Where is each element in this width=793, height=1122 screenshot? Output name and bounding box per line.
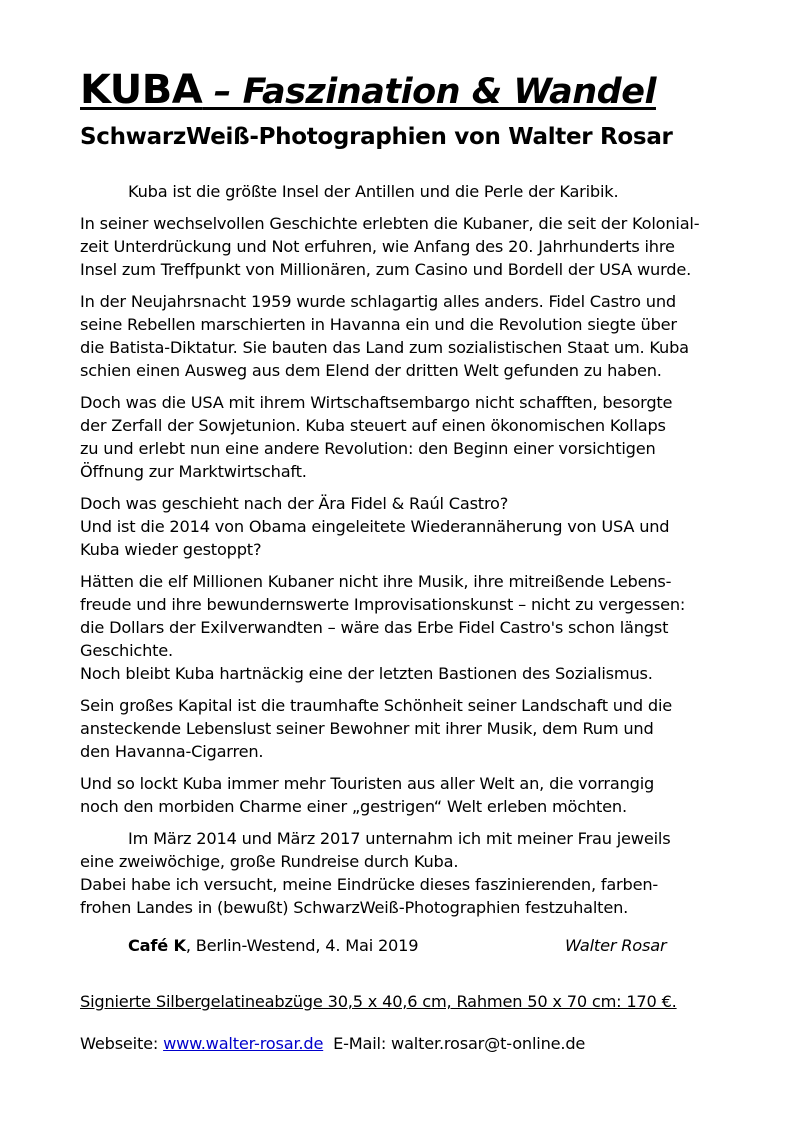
paragraph	[80, 212, 720, 281]
price-info: Signierte Silbergelatineabzüge 30,5 x 40,6 cm, Rahmen 50 x 70 cm: 170 €.	[80, 992, 677, 1011]
text-line: schien einen Ausweg aus dem Elend der dritten Welt gefunden zu haben.	[80, 361, 662, 380]
text-line: freude und ihre bewundernswerte Improvisationskunst – nicht zu vergessen:	[80, 595, 686, 614]
text-line: Geschichte.	[80, 641, 174, 660]
text-line: die Dollars der Exilverwandten – wäre das Erbe Fidel Castro's schon längst	[80, 618, 669, 637]
text-line: Kuba wieder gestoppt?	[80, 540, 262, 559]
text-line: die Batista-Diktatur. Sie bauten das Land zum sozialistischen Staat um. Kuba	[80, 338, 689, 357]
website-label: Webseite:	[80, 1034, 164, 1053]
text-line: Kuba ist die größte Insel der Antillen und die Perle der Karibik.	[128, 182, 619, 201]
text-line: ansteckende Lebenslust seiner Bewohner mit ihrer Musik, dem Rum und	[80, 719, 654, 738]
text-line: zeit Unterdrückung und Not erfuhren, wie Anfang des 20. Jahrhunderts ihre	[80, 237, 675, 256]
text-line: Noch bleibt Kuba hartnäckig eine der letzten Bastionen des Sozialismus.	[80, 664, 653, 683]
text-line: Hätten die elf Millionen Kubaner nicht ihre Musik, ihre mitreißende Lebens-	[80, 572, 672, 591]
text-line: Doch was die USA mit ihrem Wirtschaftsembargo nicht schafften, besorgte	[80, 393, 673, 412]
text-line: Und ist die 2014 von Obama eingeleitete Wiederannäherung von USA und	[80, 517, 670, 536]
body-text	[80, 180, 720, 928]
text-line: Doch was geschieht nach der Ära Fidel & Raúl Castro?	[80, 494, 509, 513]
email-label: E-Mail:	[323, 1034, 392, 1053]
text-line: Sein großes Kapital ist die traumhafte Schönheit seiner Landschaft und die	[80, 696, 673, 715]
text-line: frohen Landes in (bewußt) SchwarzWeiß-Photographien festzuhalten.	[80, 898, 629, 917]
page-title	[80, 64, 656, 118]
paragraph	[80, 391, 720, 483]
text-line: Öffnung zur Marktwirtschaft.	[80, 462, 307, 481]
paragraph	[80, 827, 720, 919]
contact-line	[80, 1032, 585, 1055]
author-name: Walter Rosar	[565, 936, 667, 955]
paragraph	[80, 570, 720, 685]
paragraph	[80, 492, 720, 561]
text-line: noch den morbiden Charme einer „gestrigen“ Welt erleben möchten.	[80, 797, 627, 816]
paragraph	[80, 694, 720, 763]
text-line: Und so lockt Kuba immer mehr Touristen aus aller Welt an, die vorrangig	[80, 774, 655, 793]
paragraph	[80, 290, 720, 382]
page-subtitle: SchwarzWeiß-Photographien von Walter Rosar	[80, 124, 673, 150]
text-line: der Zerfall der Sowjetunion. Kuba steuert auf einen ökonomischen Kollaps	[80, 416, 666, 435]
title-main: KUBA	[80, 67, 203, 113]
email-address: walter.rosar@t-online.de	[391, 1034, 586, 1053]
text-line: In der Neujahrsnacht 1959 wurde schlagartig alles anders. Fidel Castro und	[80, 292, 676, 311]
text-line: seine Rebellen marschierten in Havanna ein und die Revolution siegte über	[80, 315, 677, 334]
paragraph	[80, 772, 720, 818]
text-line: In seiner wechselvollen Geschichte erlebten die Kubaner, die seit der Kolonial-	[80, 214, 700, 233]
text-line: Insel zum Treffpunkt von Millionären, zum Casino und Bordell der USA wurde.	[80, 260, 692, 279]
paragraph	[80, 180, 720, 203]
title-sub: – Faszination & Wandel	[202, 72, 656, 112]
website-link[interactable]: www.walter-rosar.de	[163, 1034, 324, 1053]
text-line: zu und erlebt nun eine andere Revolution: den Beginn einer vorsichtigen	[80, 439, 656, 458]
text-line: Dabei habe ich versucht, meine Eindrücke dieses faszinierenden, farben-	[80, 875, 659, 894]
venue-name: Café K	[128, 936, 186, 955]
text-line: eine zweiwöchige, große Rundreise durch Kuba.	[80, 852, 459, 871]
text-line: den Havanna-Cigarren.	[80, 742, 264, 761]
text-line: Im März 2014 und März 2017 unternahm ich mit meiner Frau jeweils	[128, 829, 671, 848]
place-date: , Berlin-Westend, 4. Mai 2019	[185, 936, 419, 955]
signature-line	[128, 934, 688, 958]
